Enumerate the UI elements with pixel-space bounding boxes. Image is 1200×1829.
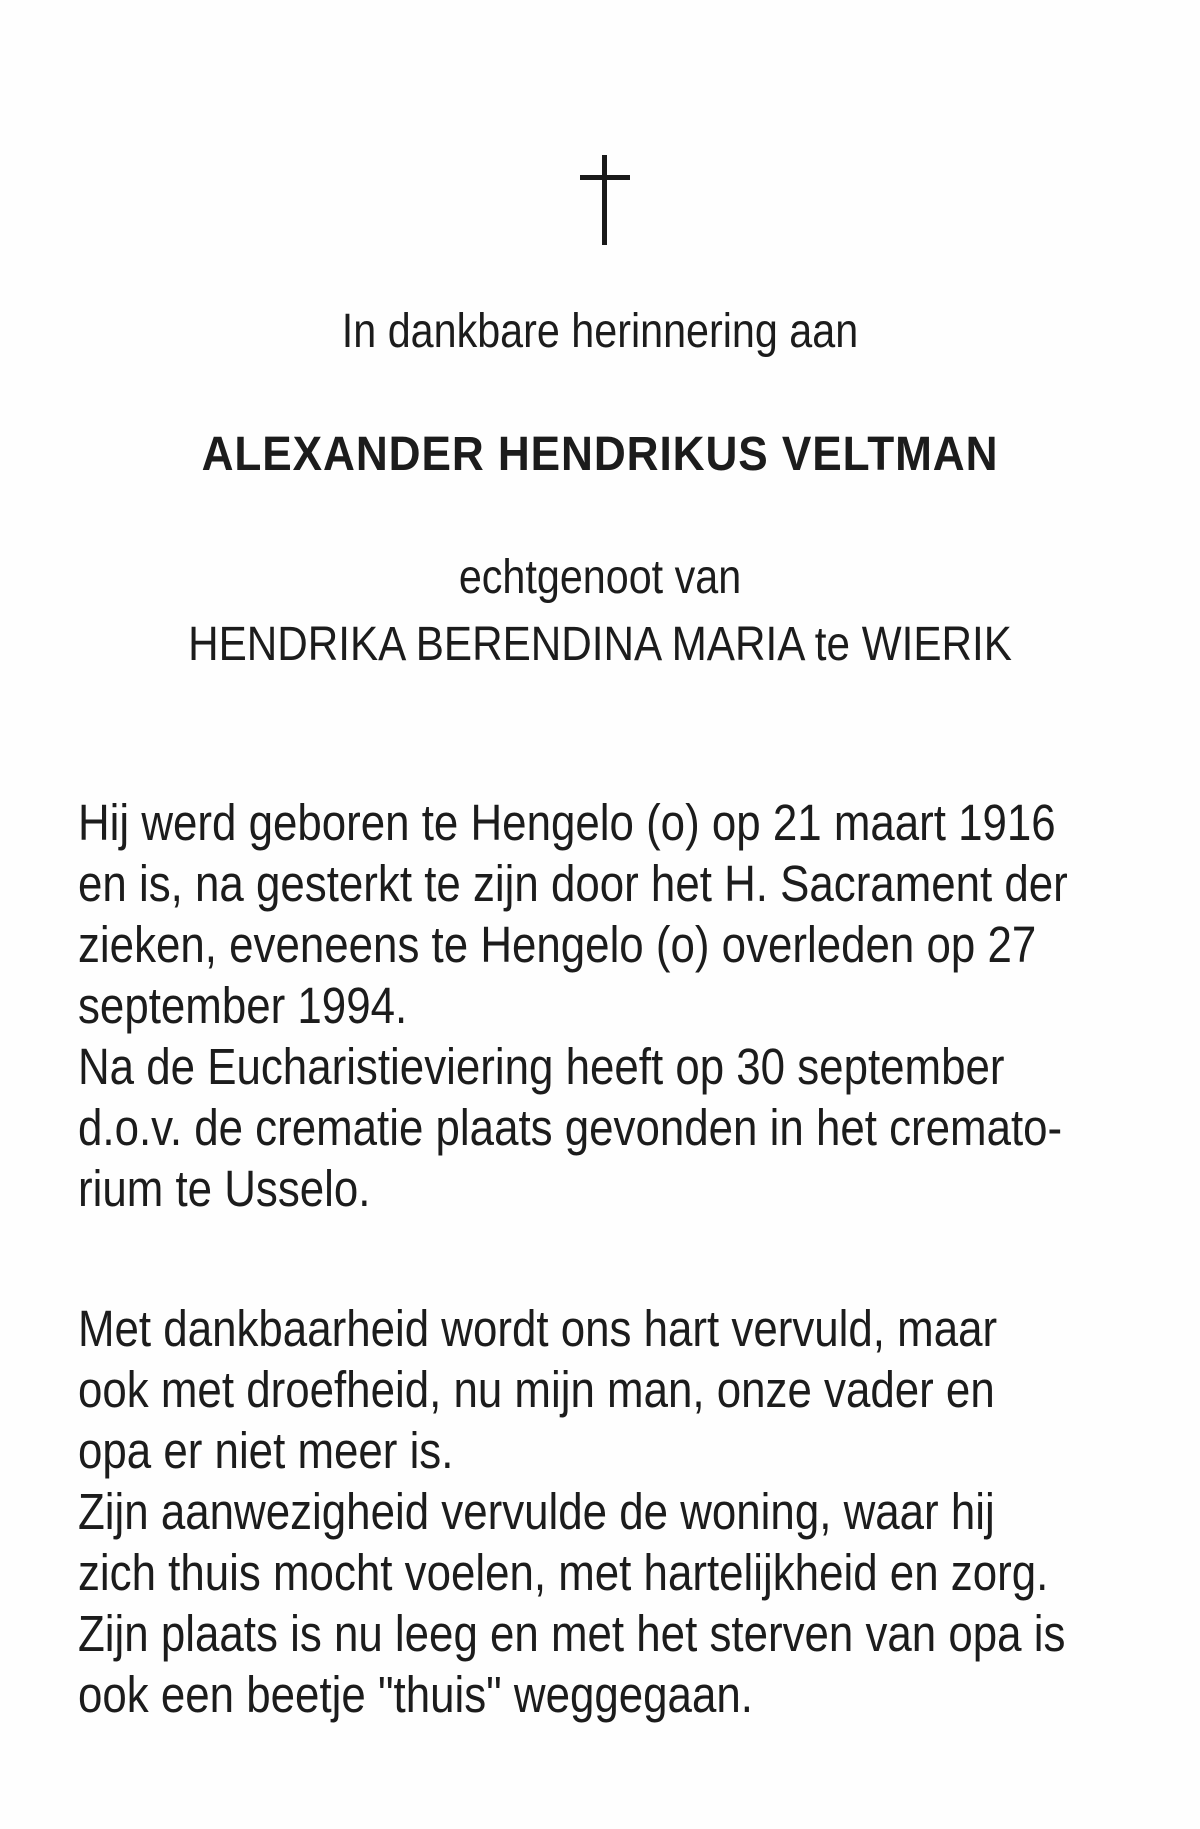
biography-line: zieken, eveneens te Hengelo (o) overleden op 27	[78, 916, 1037, 973]
remembrance-line: Zijn aanwezigheid vervulde de woning, waar hij	[78, 1483, 995, 1540]
deceased-name: ALEXANDER HENDRIKUS VELTMAN	[201, 428, 999, 481]
cross-icon	[580, 155, 630, 245]
remembrance-line: ook een beetje "thuis" weggegaan.	[78, 1666, 753, 1723]
remembrance-line: zich thuis mocht voelen, met hartelijkheid en zorg.	[78, 1544, 1049, 1601]
biography-line: d.o.v. de crematie plaats gevonden in het cremato-	[78, 1099, 1063, 1156]
biography-line: Hij werd geboren te Hengelo (o) op 21 maart 1916	[78, 794, 1056, 851]
remembrance-line: ook met droefheid, nu mijn man, onze vader en	[78, 1361, 995, 1418]
remembrance-line: Met dankbaarheid wordt ons hart vervuld, maar	[78, 1300, 998, 1357]
biography-line: rium te Usselo.	[78, 1160, 371, 1217]
spouse-label: echtgenoot van	[458, 551, 742, 604]
biography-line: september 1994.	[78, 977, 408, 1034]
biography-paragraph	[78, 792, 1128, 1219]
remembrance-paragraph	[78, 1298, 1128, 1725]
spouse-name: HENDRIKA BERENDINA MARIA te WIERIK	[188, 618, 1012, 671]
intro-text: In dankbare herinnering aan	[341, 305, 859, 358]
remembrance-line: opa er niet meer is.	[78, 1422, 454, 1479]
remembrance-line: Zijn plaats is nu leeg en met het sterven van opa is	[78, 1605, 1066, 1662]
biography-line: en is, na gesterkt te zijn door het H. Sacrament der	[78, 855, 1068, 912]
biography-line: Na de Eucharistieviering heeft op 30 september	[78, 1038, 1005, 1095]
